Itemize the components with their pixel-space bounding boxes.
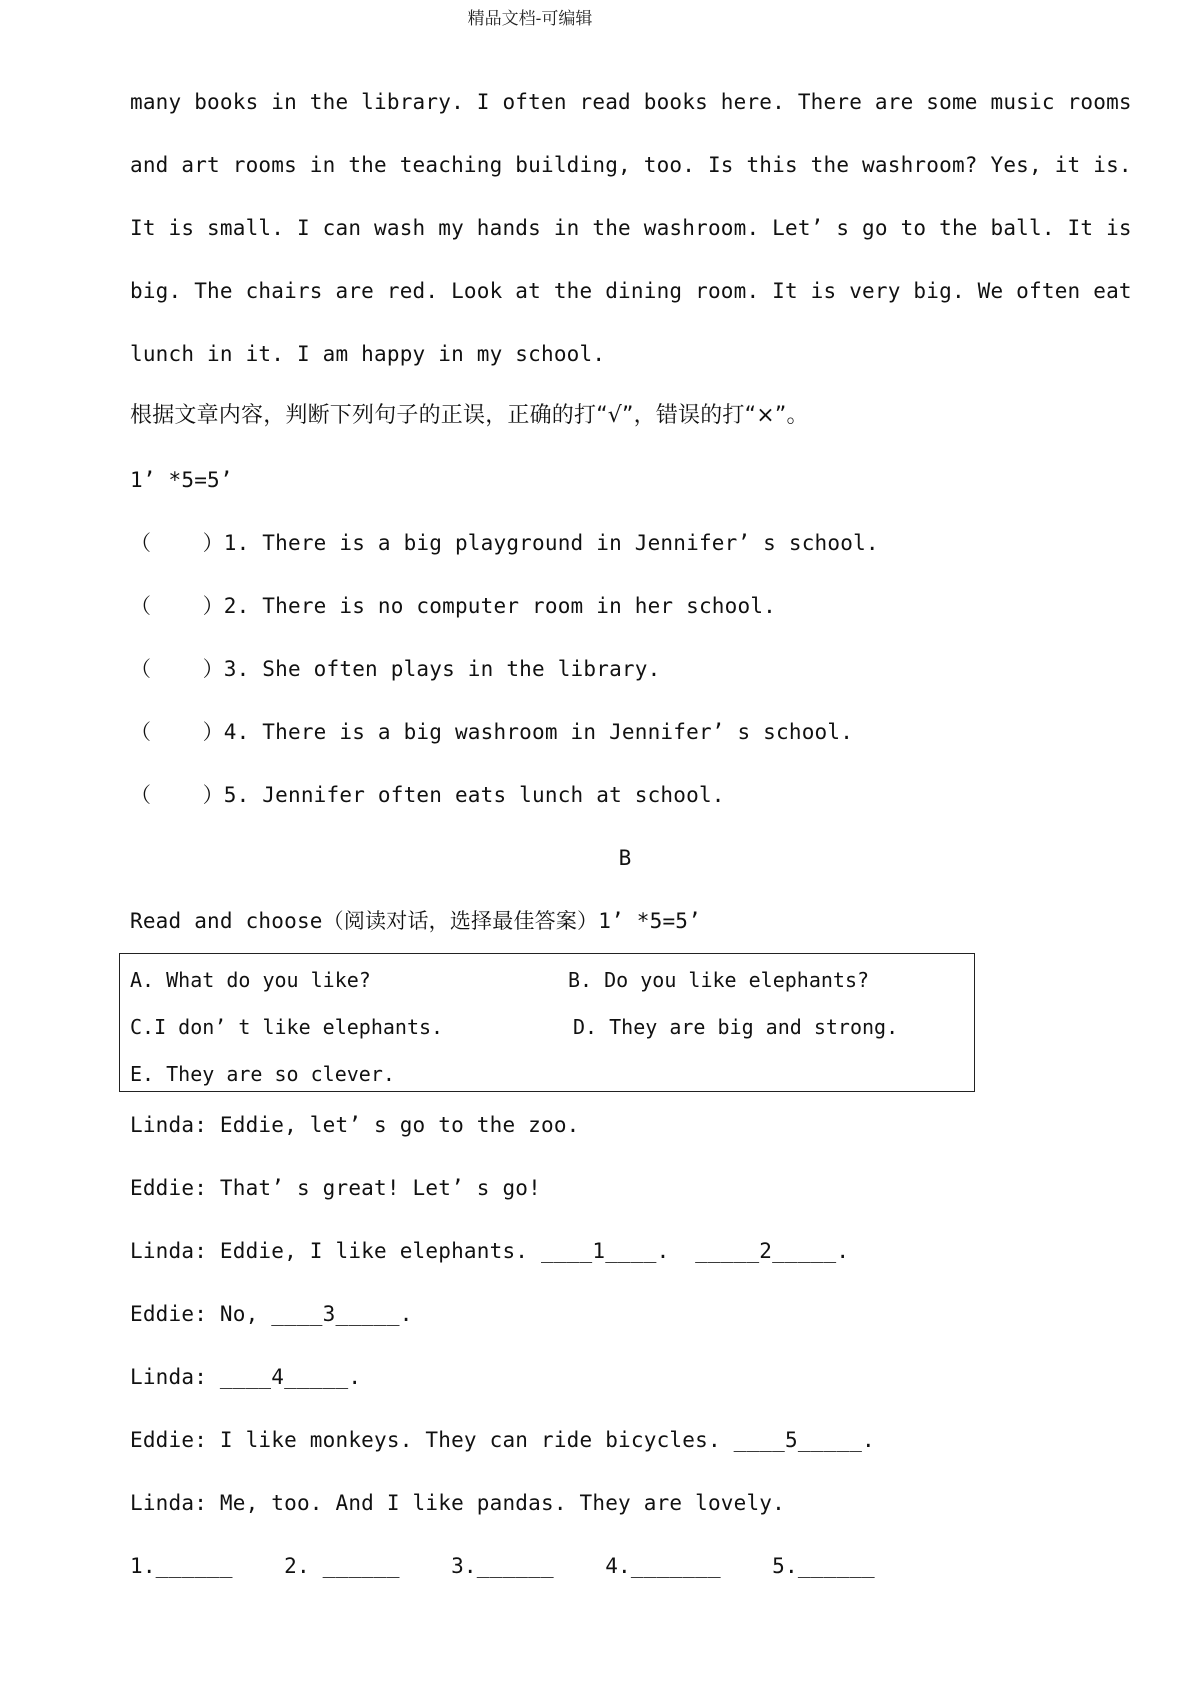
passage-line: lunch in it. I am happy in my school. [130, 342, 606, 366]
passage-line: many books in the library. I often read books here. There are some music rooms [130, 90, 1132, 114]
section-b-instruction: Read and choose（阅读对话，选择最佳答案）1’ *5=5’ [130, 909, 701, 933]
statement-item: （ ）2. There is no computer room in her school. [130, 594, 777, 618]
statement-item: （ ）3. She often plays in the library. [130, 657, 661, 681]
true-false-instruction: 根据文章内容，判断下列句子的正误，正确的打“√”，错误的打“×”。 [130, 403, 809, 428]
option-d: D. They are big and strong. [573, 1015, 899, 1039]
option-a: A. What do you like? [130, 968, 371, 992]
dialogue-line: Linda: Eddie, I like elephants. ____1____. _____2_____. [130, 1239, 850, 1263]
option-e: E. They are so clever. [130, 1062, 395, 1086]
statement-item: （ ）5. Jennifer often eats lunch at school. [130, 783, 725, 807]
page-header-title: 精品文档-可编辑 [467, 9, 593, 29]
options-box [119, 953, 975, 1092]
passage-line: It is small. I can wash my hands in the washroom. Let’ s go to the ball. It is [130, 216, 1132, 240]
option-b: B. Do you like elephants? [568, 968, 870, 992]
passage-line: and art rooms in the teaching building, too. Is this the washroom? Yes, it is. [130, 153, 1132, 177]
statement-item: （ ）1. There is a big playground in Jennifer’ s school. [130, 531, 879, 555]
dialogue-line: Linda: Me, too. And I like pandas. They are lovely. [130, 1491, 785, 1515]
dialogue-line: Eddie: I like monkeys. They can ride bicycles. ____5_____. [130, 1428, 875, 1452]
option-c: C.I don’ t like elephants. [130, 1015, 444, 1039]
dialogue-line: Linda: Eddie, let’ s go to the zoo. [130, 1113, 580, 1137]
statement-item: （ ）4. There is a big washroom in Jennifer’ s school. [130, 720, 854, 744]
section-b-label: B [618, 846, 632, 870]
score-note: 1’ *5=5’ [130, 468, 233, 492]
dialogue-line: Eddie: That’ s great! Let’ s go! [130, 1176, 541, 1200]
passage-line: big. The chairs are red. Look at the dining room. It is very big. We often eat [130, 279, 1132, 303]
dialogue-line: Linda: ____4_____. [130, 1365, 362, 1389]
dialogue-line: Eddie: No, ____3_____. [130, 1302, 413, 1326]
answer-blanks-line: 1.______ 2. ______ 3.______ 4._______ 5.______ [130, 1554, 875, 1578]
